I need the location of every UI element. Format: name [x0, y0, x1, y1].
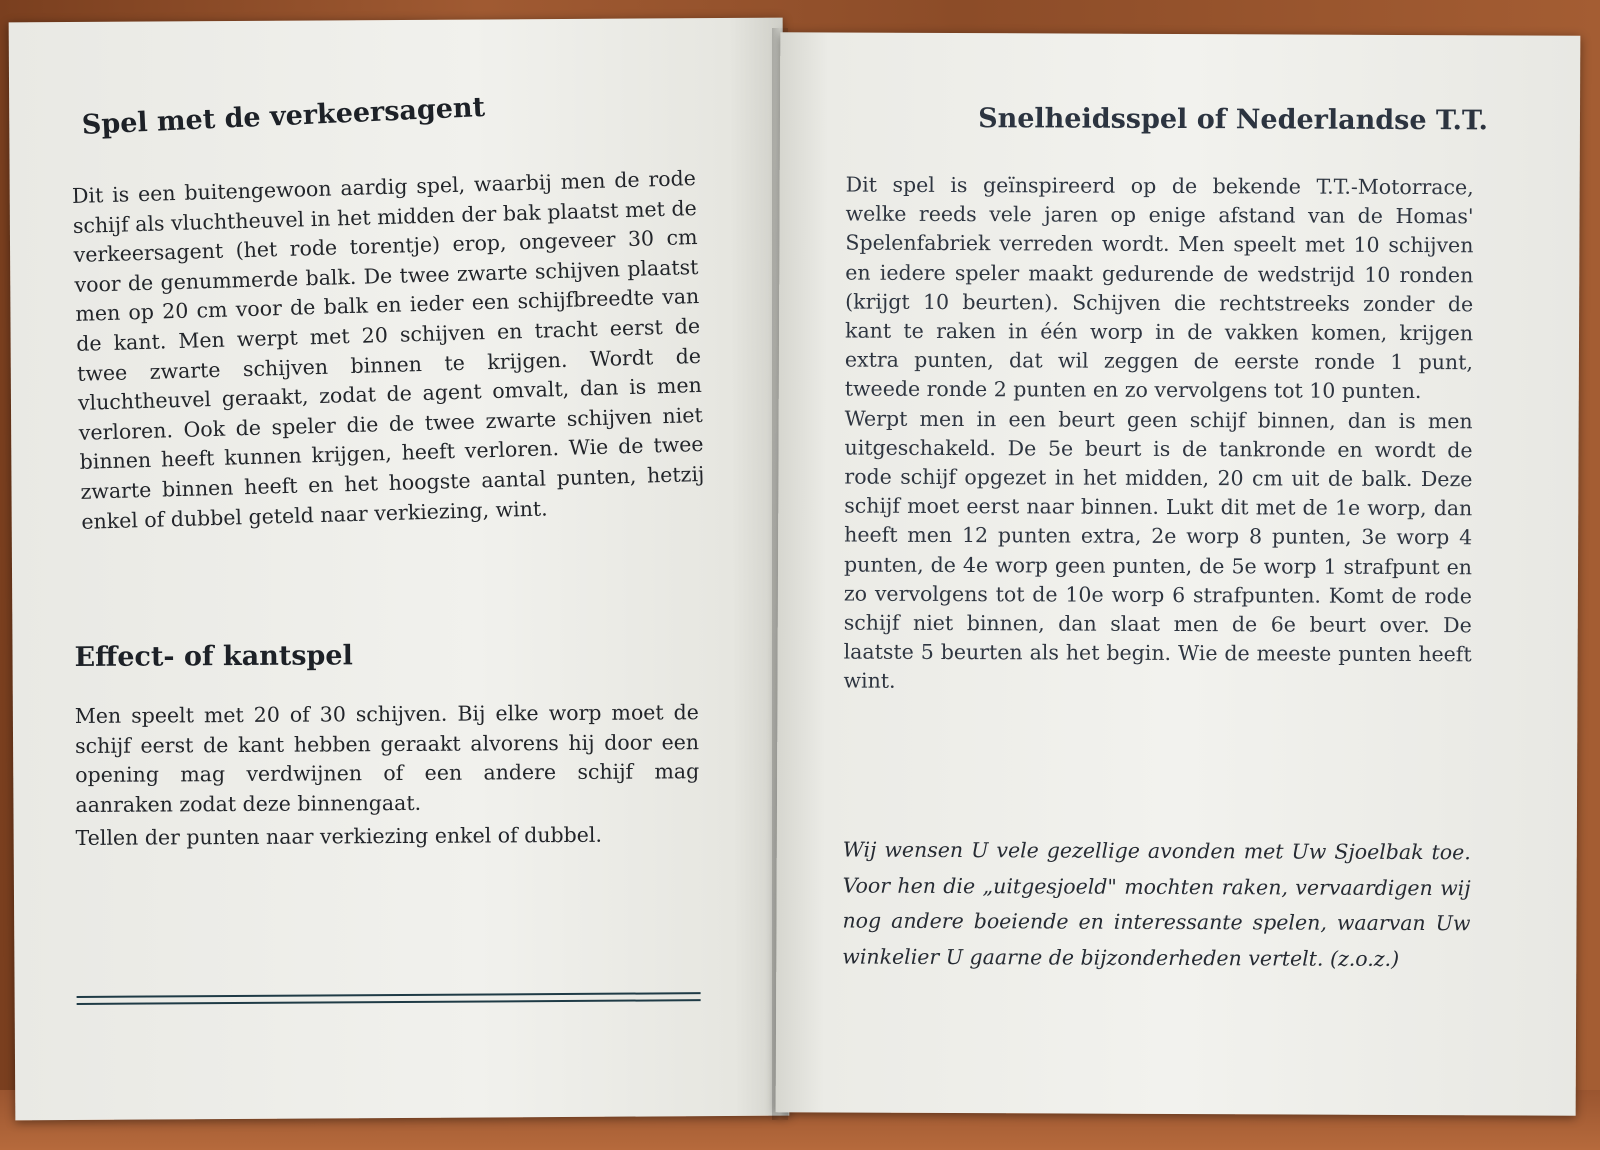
section-title-snelheidsspel: Snelheidsspel of Nederlandse T.T. [978, 103, 1489, 137]
section-body-snelheidsspel [843, 171, 1473, 699]
closing-message: Wij wensen U vele gezellige avonden met Uw Sjoelbak toe. Voor hen die „uitgesjoeld" mochten raken, vervaardigen wij nog andere boeiende en interessante spelen, waarvan Uw winkelier U gaarne de bijzonderheden vertelt. (z.o.z.) [842, 837, 1471, 971]
kantspel-paragraph-2: Tellen der punten naar verkiezing enkel of dubbel. [75, 823, 603, 851]
snelheidsspel-paragraph-2: Werpt men in een beurt geen schijf binnen, dan is men uitgeschakeld. De 5e beurt is de tankronde en wordt de rode schijf opgezet in het midden, 20 cm uit de balk. Deze schijf moet eerst naar binnen. Lukt dit met de 1e worp, dan heeft men 12 punten extra, 2e worp 8 punten, 3e worp 4 punten, de 4e worp geen punten, de 5e worp 1 strafpunt en zo vervolgens tot de 10e worp 6 strafpunten. Komt de rode schijf niet binnen, dan slaat men de 6e beurt over. De laatste 5 beurten als het begin. Wie de meeste punten heeft wint. [843, 406, 1473, 694]
kantspel-paragraph-1: Men speelt met 20 of 30 schijven. Bij elke worp moet de schijf eerst de kant hebben geraakt alvorens hij door een opening mag verdwijnen of een andere schijf mag aanraken zodat deze binnengaat. [74, 700, 700, 817]
section-title-verkeersagent: Spel met de verkeersagent [81, 91, 486, 141]
section-body-verkeersagent: Dit is een buitengewoon aardig spel, waarbij men de rode schijf als vluchtheuvel in het midden der bak plaatst met de verkeersagent (het rode torentje) erop, ongeveer 30 cm voor de genummerde balk. De twee zwarte schijven plaatst men op 20 cm voor de balk en ieder een schijfbreedte van de kant. Men werpt met 20 schijven en tracht eerst de twee zwarte schijven binnen te krijgen. Wordt de vluchtheuvel geraakt, zodat de agent omvalt, dan is men verloren. Ook de speler die de twee zwarte schijven niet binnen heeft kunnen krijgen, heeft verloren. Wie de twee zwarte binnen heeft en het hoogste aantal punten, hetzij enkel of dubbel geteld naar verkiezing, wint. [71, 166, 705, 534]
section-title-kantspel: Effect- of kantspel [74, 640, 353, 673]
double-rule-bottom [77, 999, 701, 1005]
right-page [776, 32, 1581, 1115]
section-body-kantspel [75, 698, 700, 854]
double-rule-top [77, 992, 701, 998]
left-page [9, 18, 790, 1121]
snelheidsspel-paragraph-1: Dit spel is geïnspireerd op de bekende T.T.-Motorrace, welke reeds vele jaren op enige afstand van de Homas' Spelenfabriek verreden wordt. Men speelt met 10 schijven en iedere speler maakt gedurende de wedstrijd 10 ronden (krijgt 10 beurten). Schijven die rechtstreeks zonder de kant te raken in één worp in de vakken komen, krijgen extra punten, dat wil zeggen de eerste ronde 1 punt, tweede ronde 2 punten en zo vervolgens tot 10 punten. [844, 172, 1474, 404]
